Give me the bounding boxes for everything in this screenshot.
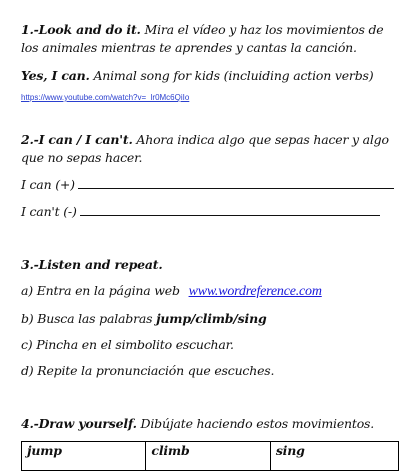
section1-title-bold: Yes, I can. <box>21 68 90 83</box>
table-row <box>22 442 399 471</box>
cant-answer-line[interactable] <box>80 214 380 216</box>
movements-table <box>21 441 399 471</box>
section3-heading: 3.-Listen and repeat. <box>21 257 163 272</box>
table-cell-sing: sing <box>270 442 398 471</box>
cant-label: I can't (-) <box>21 204 77 219</box>
section2-text-b: que no sepas hacer. <box>21 150 143 165</box>
table-cell-climb: climb <box>146 442 270 471</box>
section1-heading: 1.-Look and do it. <box>21 22 141 37</box>
section4-text: Dibújate haciendo estos movimientos. <box>136 416 375 431</box>
section2-line1 <box>21 132 389 147</box>
step-a-text: a) Entra en la página web <box>21 283 180 298</box>
cant-row <box>21 204 380 219</box>
section1-text-a: Mira el vídeo y haz los movimientos de <box>140 22 384 37</box>
youtube-link[interactable]: https://www.youtube.com/watch?v=_lr0Mc6QiIo <box>21 93 190 102</box>
step-c: c) Pincha en el simbolito escuchar. <box>21 337 234 352</box>
step-b <box>21 311 267 326</box>
step-b-text: b) Busca las palabras <box>21 311 157 326</box>
section2-heading: 2.-I can / I can't. <box>21 132 133 147</box>
can-row <box>21 177 394 192</box>
step-d: d) Repite la pronunciación que escuches. <box>21 363 275 378</box>
step-a <box>21 283 322 300</box>
section1-title-line <box>21 68 373 83</box>
section4-line <box>21 416 374 431</box>
section1-line1 <box>21 22 383 37</box>
table-cell-jump: jump <box>22 442 146 471</box>
step-b-words: jump/climb/sing <box>156 311 267 326</box>
wordreference-link[interactable]: www.wordreference.com <box>188 284 322 299</box>
can-label: I can (+) <box>21 177 75 192</box>
section4-heading: 4.-Draw yourself. <box>21 416 137 431</box>
can-answer-line[interactable] <box>78 187 394 189</box>
section1-title-rest: Animal song for kids (incluiding action verbs) <box>89 68 374 83</box>
section2-text-a: Ahora indica algo que sepas hacer y algo <box>132 132 389 147</box>
section1-text-b: los animales mientras te aprendes y cantas la canción. <box>21 40 357 55</box>
